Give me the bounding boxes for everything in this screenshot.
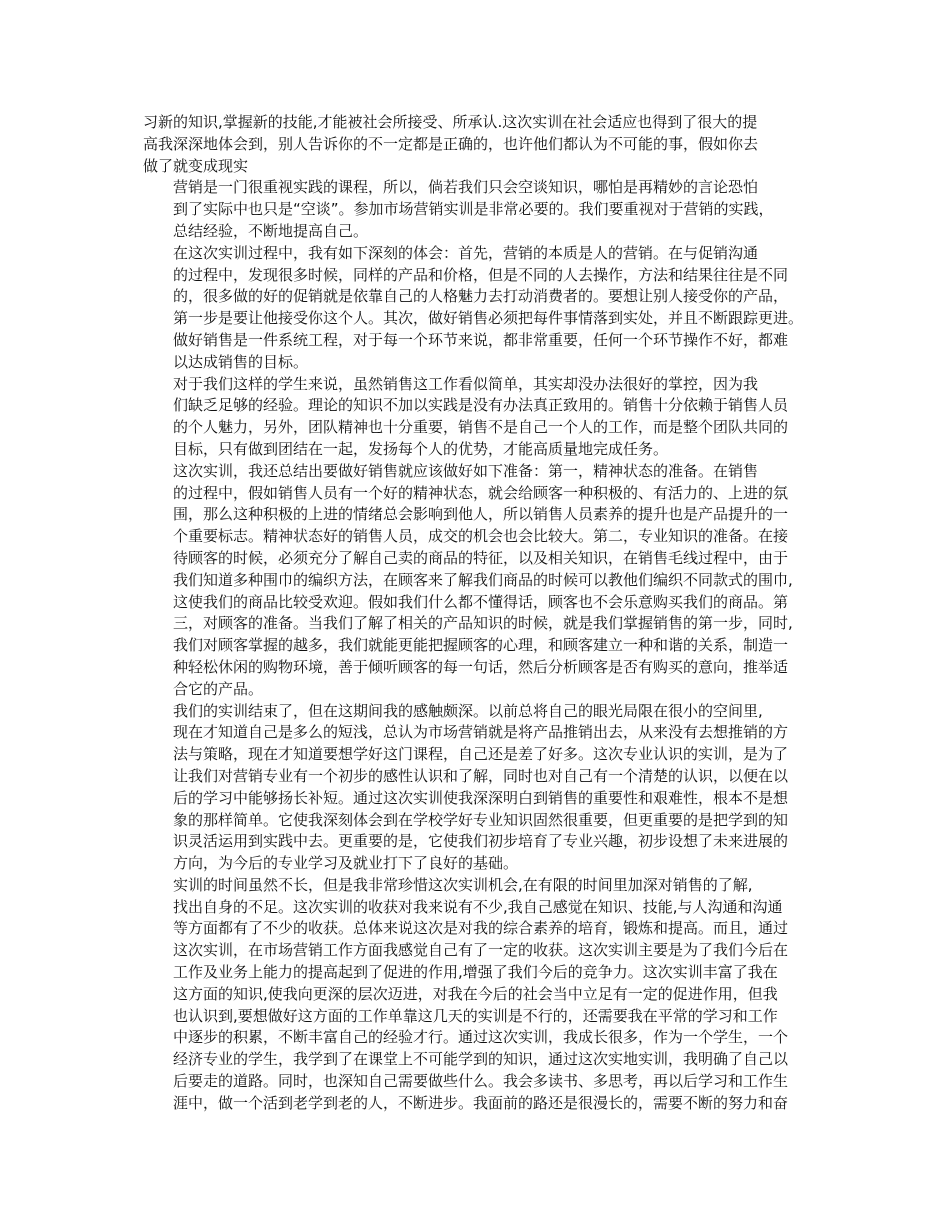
paragraph-3 — [143, 243, 815, 374]
text-line: 涯中，做一个活到老学到老的人，不断进步。我面前的路还是很漫长的，需要不断的努力和奋 — [173, 1093, 789, 1112]
text-line: 让我们对营销专业有一个初步的感性认识和了解，同时也对自己有一个清楚的认识，以便在以 — [173, 766, 789, 785]
text-line: 对于我们这样的学生来说，虽然销售这工作看似简单，其实却没办法很好的掌控，因为我 — [173, 374, 759, 393]
document-body — [143, 112, 815, 1115]
text-line: 营销是一门很重视实践的课程，所以，倘若我们只会空谈知识，哪怕是再精妙的言论恐怕 — [173, 178, 759, 197]
paragraph-4 — [143, 374, 815, 461]
text-line: 待顾客的时候，必须充分了解自己卖的商品的特征，以及相关知识，在销售毛线过程中，由于 — [173, 548, 789, 567]
text-line: 总结经验，不断地提高自己。 — [173, 221, 369, 240]
text-line: 第一步是要让他接受你这个人。其次，做好销售必须把每件事情落到实处，并且不断跟踪更进。 — [173, 309, 804, 328]
text-line: 方向，为今后的专业学习及就业打下了良好的基础。 — [173, 854, 519, 873]
text-line: 这次实训，在市场营销工作方面我感觉自己有了一定的收获。这次实训主要是为了我们今后在 — [173, 941, 789, 960]
text-line: 做了就变成现实 — [143, 156, 249, 175]
text-line: 这使我们的商品比较受欢迎。假如我们什么都不懂得话，顾客也不会乐意购买我们的商品。第 — [173, 592, 789, 611]
paragraph-2 — [143, 177, 815, 242]
text-line: 合它的产品。 — [173, 679, 264, 698]
text-line: 的个人魅力，另外，团队精神也十分重要，销售不是自己一个人的工作，而是整个团队共同的 — [173, 418, 789, 437]
text-line: 目标，只有做到团结在一起，发扬每个人的优势，才能高质量地完成任务。 — [173, 439, 669, 458]
text-line: 法与策略，现在才知道要想学好这门课程，自己还是差了好多。这次专业认识的实训，是为了 — [173, 745, 789, 764]
paragraph-1 — [143, 112, 815, 177]
text-line: 我们的实训结束了，但在这期间我的感触颇深。以前总将自己的眼光局限在很小的空间里, — [173, 701, 763, 720]
text-line: 个重要标志。精神状态好的销售人员，成交的机会也会比较大。第二，专业知识的准备。在接 — [173, 527, 789, 546]
text-line: 这方面的知识,使我向更深的层次迈进，对我在今后的社会当中立足有一定的促进作用，但我 — [173, 984, 778, 1003]
text-line: 的过程中，假如销售人员有一个好的精神状态，就会给顾客一种积极的、有活力的、上进的氛 — [173, 483, 789, 502]
text-line: 三，对顾客的准备。当我们了解了相关的产品知识的时候，就是我们掌握销售的第一步，同时, — [173, 614, 793, 633]
text-line: 高我深深地体会到，别人告诉你的不一定都是正确的，也许他们都认为不可能的事，假如你去 — [143, 134, 759, 153]
paragraph-5 — [143, 461, 815, 701]
text-line: 的过程中，发现很多时候，同样的产品和价格，但是不同的人去操作，方法和结果往往是不同 — [173, 265, 789, 284]
paragraph-6 — [143, 701, 815, 875]
text-line: 的，很多做的好的促销就是依靠自己的人格魅力去打动消费者的。要想让别人接受你的产品， — [173, 287, 789, 306]
text-line: 做好销售是一件系统工程，对于每一个环节来说，都非常重要，任何一个环节操作不好，都难 — [173, 330, 789, 349]
text-line: 等方面都有了不少的收获。总体来说这次是对我的综合素养的培育，锻炼和提高。而且，通过 — [173, 919, 789, 938]
text-line: 中逐步的积累，不断丰富自己的经验才行。通过这次实训，我成长很多，作为一个学生，一个 — [173, 1028, 789, 1047]
text-line: 象的那样简单。它使我深刻体会到在学校学好专业知识固然很重要，但更重要的是把学到的知 — [173, 810, 789, 829]
text-line: 现在才知道自己是多么的短浅，总认为市场营销就是将产品推销出去，从来没有去想推销的方 — [173, 723, 789, 742]
text-line: 以达成销售的目标。 — [173, 352, 309, 371]
text-line: 们缺乏足够的经验。理论的知识不加以实践是没有办法真正致用的。销售十分依赖于销售人员 — [173, 396, 789, 415]
text-line: 实训的时间虽然不长，但是我非常珍惜这次实训机会,在有限的时间里加深对销售的了解, — [173, 875, 753, 894]
text-line: 这次实训，我还总结出要做好销售就应该做好如下准备：第一，精神状态的准备。在销售 — [173, 461, 759, 480]
text-line: 我们对顾客掌握的越多，我们就能更能把握顾客的心理，和顾客建立一种和谐的关系，制造一 — [173, 636, 789, 655]
text-line: 在这次实训过程中，我有如下深刻的体会：首先，营销的本质是人的营销。在与促销沟通 — [173, 243, 759, 262]
text-line: 我们知道多种围巾的编织方法，在顾客来了解我们商品的时候可以教他们编织不同款式的围巾, — [173, 570, 793, 589]
text-line: 到了实际中也只是“空谈”。参加市场营销实训是非常必要的。我们要重视对于营销的实践， — [173, 200, 774, 219]
text-line: 识灵活运用到实践中去。更重要的是，它使我们初步培育了专业兴趣，初步设想了未来进展的 — [173, 832, 789, 851]
text-line: 经济专业的学生，我学到了在课堂上不可能学到的知识，通过这次实地实训，我明确了自己以 — [173, 1050, 789, 1069]
text-line: 工作及业务上能力的提高起到了促进的作用,增强了我们今后的竞争力。这次实训丰富了我在 — [173, 963, 778, 982]
text-line: 后要走的道路。同时，也深知自己需要做些什么。我会多读书、多思考，再以后学习和工作生 — [173, 1072, 789, 1091]
text-line: 围，那么这种积极的上进的情绪总会影响到他人，所以销售人员素养的提升也是产品提升的一 — [173, 505, 789, 524]
text-line: 后的学习中能够扬长补短。通过这次实训使我深深明白到销售的重要性和艰难性，根本不是想 — [173, 788, 789, 807]
text-line: 种轻松休闲的购物环境，善于倾听顾客的每一句话，然后分析顾客是否有购买的意向，推举适 — [173, 657, 789, 676]
text-line: 也认识到,要想做好这方面的工作单靠这几天的实训是不行的，还需要我在平常的学习和工作 — [173, 1006, 778, 1025]
text-line: 找出自身的不足。这次实训的收获对我来说有不少,我自己感觉在知识、技能,与人沟通和沟通 — [173, 897, 783, 916]
paragraph-7 — [143, 875, 815, 1115]
text-line: 习新的知识,掌握新的技能,才能被社会所接受、所承认.这次实训在社会适应也得到了很大的提 — [143, 113, 758, 131]
